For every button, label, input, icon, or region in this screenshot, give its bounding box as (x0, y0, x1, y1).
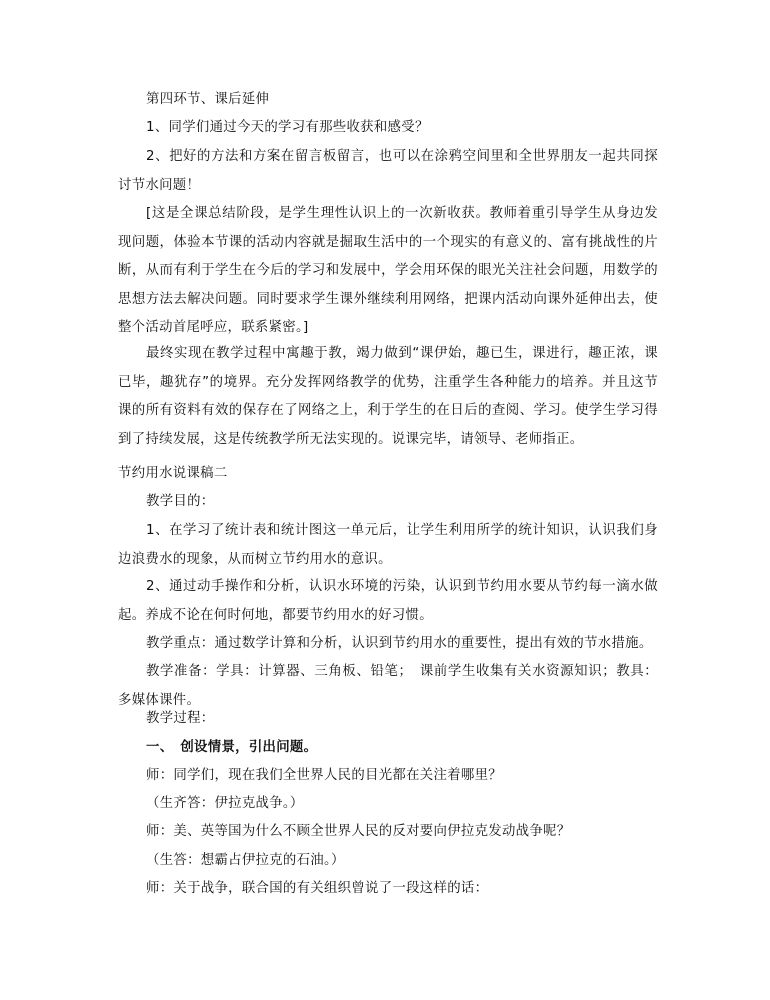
key-points: 教学重点：通过数学计算和分析，认识到节约用水的重要性，提出有效的节水措施。 (146, 636, 653, 651)
process-label: 教学过程： (146, 711, 215, 726)
dialogue-line: （生答：想霸占伊拉克的石油。） (146, 853, 345, 868)
paragraph-item-2: 2、把好的方法和方案在留言板留言，也可以在涂鸦空间里和全世界朋友一起共同探讨节水问题！ (118, 149, 658, 193)
goal-item-1: 1、在学习了统计表和统计图这一单元后，让学生利用所学的统计知识，认识我们身边浪费水的现象，从而树立节约用水的意识。 (118, 523, 658, 567)
paragraph-item-1: 1、同学们通过今天的学习有那些收获和感受？ (146, 120, 429, 135)
step-heading-1: 一、 创设情景，引出问题。 (146, 740, 318, 755)
dialogue-line: 师：同学们，现在我们全世界人民的目光都在关注着哪里？ (146, 768, 502, 783)
paragraph-conclusion: 最终实现在教学过程中寓趣于教，竭力做到“课伊始，趣已生，课进行，趣正浓，课已毕，趣犹存”的境界。充分发挥网络教学的优势，注重学生各种能力的培养。并且这节课的所有资料有效的保存在了网络之上，利于学生的在日后的查阅、学习。使学生学习得到了持续发展，这是传统教学所无法实现的。说课完毕，请领导、老师指正。 (118, 346, 658, 447)
preparation: 教学准备：学具：计算器、三角板、铅笔； 课前学生收集有关水资源知识；教具：多媒体课件。 (118, 664, 658, 708)
document-title: 节约用水说课稿二 (118, 466, 228, 481)
section-heading: 第四环节、课后延伸 (146, 92, 270, 107)
dialogue-line: 师：关于战争，联合国的有关组织曾说了一段这样的话： (146, 881, 489, 896)
paragraph-note: [这是全课总结阶段，是学生理性认识上的一次新收获。教师着重引导学生从身边发现问题，体验本节课的活动内容就是掘取生活中的一个现实的有意义的、富有挑战性的片断，从而有利于学生在今后的学习和发展中，学会用环保的眼光关注社会问题，用数学的思想方法去解决问题。同时要求学生课外继续利用网络，把课内活动向课外延伸出去，使整个活动首尾呼应，联系紧密。] (118, 206, 658, 335)
goals-label: 教学目的： (146, 494, 215, 509)
goal-item-2: 2、通过动手操作和分析，认识水环境的污染，认识到节约用水要从节约每一滴水做起。养成不论在何时何地，都要节约用水的好习惯。 (118, 579, 658, 623)
dialogue-line: 师：美、英等国为什么不顾全世界人民的反对要向伊拉克发动战争呢？ (146, 824, 571, 839)
dialogue-line: （生齐答：伊拉克战争。） (146, 796, 304, 811)
